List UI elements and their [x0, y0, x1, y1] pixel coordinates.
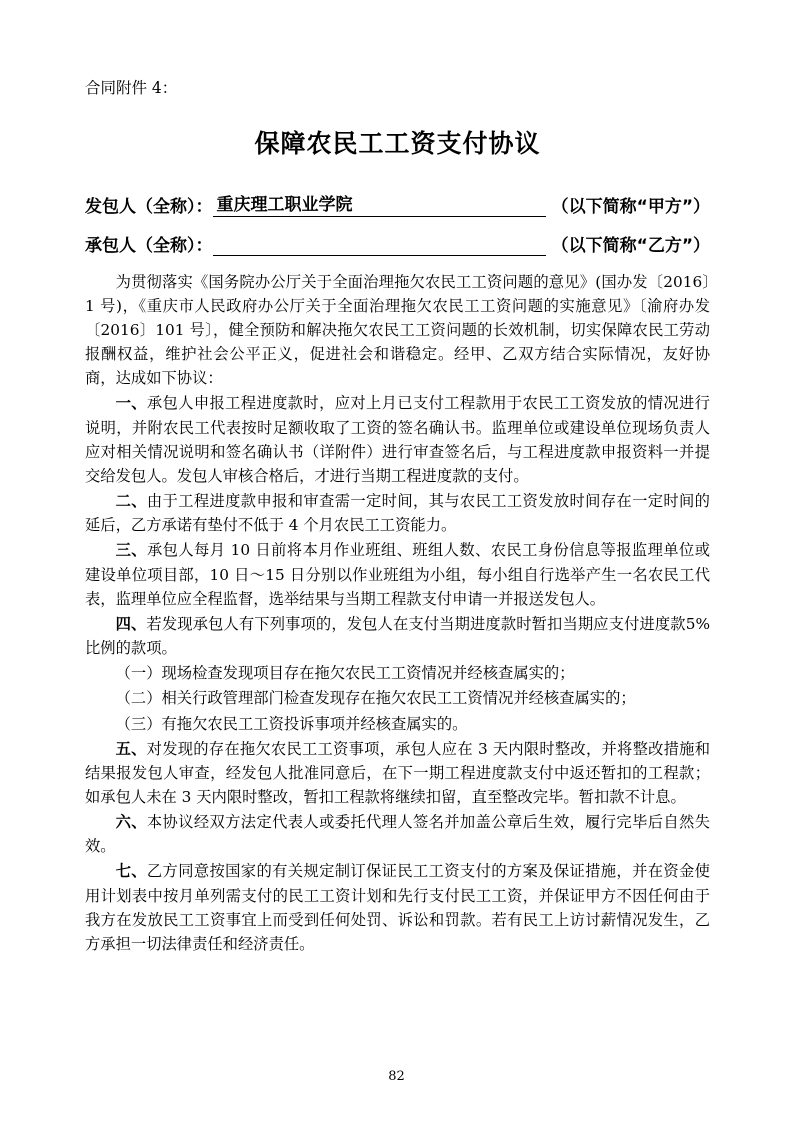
paragraph-text: （一）现场检查发现项目存在拖欠农民工工资情况并经核查属实的；: [115, 664, 575, 683]
paragraph-text: 由于工程进度款申报和审查需一定时间，其与农民工工资发放时间存在一定时间的延后，乙方承诺有垫付不低于 4 个月农民工工资能力。: [85, 492, 710, 535]
paragraph-clause-1: [85, 391, 710, 488]
party-label-employer: 发包人（全称）：: [85, 196, 213, 217]
party-line-employer: [85, 190, 710, 217]
paragraph-text: 对发现的存在拖欠农民工工资事项，承包人应在 3 天内限时整改，并将整改措施和结果报发包人审查，经发包人批准同意后，在下一期工程进度款支付中返还暂扣的工程款；如承包人未在 3 天内限时整改，暂扣工程款将继续扣留，直至整改完毕。暂扣款不计息。: [85, 739, 710, 806]
paragraph-lead: 三、: [115, 541, 147, 560]
paragraph-lead: 五、: [115, 739, 147, 758]
party-line-contractor: [85, 231, 710, 256]
party-value-contractor: [213, 254, 546, 256]
paragraph-preamble: [85, 270, 710, 391]
paragraph-text: 承包人每月 10 日前将本月作业班组、班组人数、农民工身份信息等报监理单位或建设单位项目部，10 日～15 日分别以作业班组为小组，每小组自行选举产生一名农民工代表，监理单位应全程监督，选举结果与当期工程款支付申请一并报送发包人。: [85, 541, 710, 608]
paragraph-subclause-3: [85, 712, 710, 736]
paragraph-subclause-1: [85, 661, 710, 685]
paragraph-text: 为贯彻落实《国务院办公厅关于全面治理拖欠农民工工资问题的意见》(国办发〔2016〕1 号)，《重庆市人民政府办公厅关于全面治理拖欠农民工工资问题的实施意见》〔渝府办发〔2016〕101 号〕，健全预防和解决拖欠农民工工资问题的长效机制，切实保障农民工劳动报酬权益，维护社会公平正义，促进社会和谐稳定。经甲、乙双方结合实际情况，友好协商，达成如下协议：: [85, 272, 710, 388]
party-suffix-employer: （以下简称“甲方”）: [551, 196, 710, 217]
paragraph-lead: 六、: [115, 813, 147, 832]
paragraph-text: 本协议经双方法定代表人或委托代理人签名并加盖公章后生效，履行完毕后自然失效。: [85, 813, 710, 856]
paragraph-clause-5: [85, 737, 710, 809]
attachment-label: 合同附件 4：: [85, 79, 178, 97]
paragraph-text: 若发现承包人有下列事项的，发包人在支付当期进度款时暂扣当期应支付进度款5%比例的款项。: [85, 614, 710, 658]
paragraph-text: 乙方同意按国家的有关规定制订保证民工工资支付的方案及保证措施，并在资金使用计划表中按月单列需支付的民工工资计划和先行支付民工工资，并保证甲方不因任何由于我方在发放民工工资事宜上而受到任何处罚、诉讼和罚款。若有民工上访讨薪情况发生，乙方承担一切法律责任和经济责任。: [85, 862, 710, 953]
paragraph-clause-4: [85, 612, 710, 660]
paragraph-lead: 二、: [115, 492, 147, 511]
paragraph-subclause-2: [85, 686, 710, 710]
paragraph-clause-3: [85, 538, 710, 610]
paragraph-lead: 七、: [115, 862, 147, 881]
document-content: [85, 78, 710, 957]
page-number: 82: [388, 1069, 405, 1084]
party-value-employer: 重庆理工职业学院: [213, 190, 546, 217]
page-title: 保障农民工工资支付协议: [254, 128, 541, 158]
paragraph-lead: 四、: [115, 614, 147, 633]
paragraph-clause-2: [85, 489, 710, 537]
paragraph-lead: 一、: [115, 394, 147, 413]
paragraph-text: （三）有拖欠农民工工资投诉事项并经核查属实的。: [115, 714, 468, 733]
party-label-contractor: 承包人（全称）：: [85, 235, 213, 256]
party-suffix-contractor: （以下简称“乙方”）: [551, 235, 710, 256]
paragraph-text: （二）相关行政管理部门检查发现存在拖欠农民工工资情况并经核查属实的；: [115, 689, 636, 708]
paragraph-clause-7: [85, 859, 710, 956]
paragraph-text: 承包人申报工程进度款时，应对上月已支付工程款用于农民工工资发放的情况进行说明，并附农民工代表按时足额收取了工资的签名确认书。监理单位或建设单位现场负责人应对相关情况说明和签名确认书（详附件）进行审查签名后，与工程进度款申报资料一并提交给发包人。发包人审核合格后，才进行当期工程进度款的支付。: [85, 394, 710, 485]
paragraph-clause-6: [85, 810, 710, 858]
